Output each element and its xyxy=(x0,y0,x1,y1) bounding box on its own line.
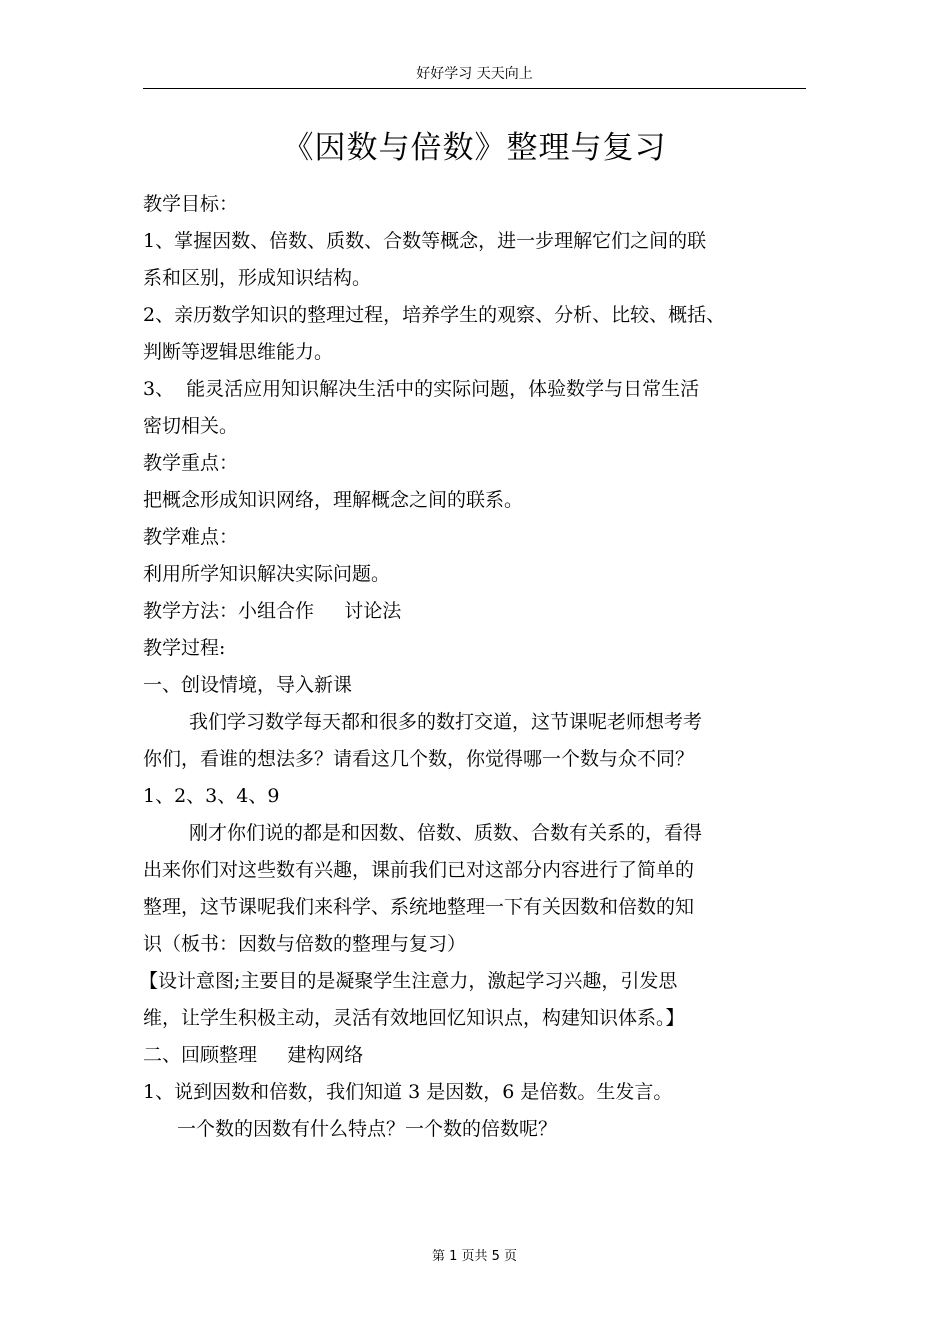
objective-2-line-1: 2、亲历数学知识的整理过程，培养学生的观察、分析、比较、概括、 xyxy=(143,304,726,326)
objective-3-line-1: 3、 能灵活应用知识解决生活中的实际问题，体验数学与日常生活 xyxy=(143,378,700,400)
objective-1-line-2: 系和区别，形成知识结构。 xyxy=(143,267,372,289)
discussion-paragraph-line-3: 整理，这节课呢我们来科学、系统地整理一下有关因数和倍数的知 xyxy=(143,896,695,918)
discussion-paragraph-line-2: 出来你们对这些数有兴趣，课前我们已对这部分内容进行了简单的 xyxy=(143,859,695,881)
discussion-paragraph-line-4: 识（板书：因数与倍数的整理与复习） xyxy=(143,933,467,955)
review-item-1: 1、说到因数和倍数，我们知道 3 是因数，6 是倍数。生发言。 xyxy=(143,1081,673,1103)
intro-paragraph-line-1: 我们学习数学每天都和很多的数打交道，这节课呢老师想考考 xyxy=(189,711,703,733)
section-heading-objectives: 教学目标： xyxy=(143,193,239,215)
section-heading-process: 教学过程: xyxy=(143,637,226,659)
teaching-methods: 教学方法：小组合作 讨论法 xyxy=(143,600,402,622)
difficulties-text: 利用所学知识解决实际问题。 xyxy=(143,563,391,585)
part-1-heading: 一、创设情境，导入新课 xyxy=(143,674,353,696)
section-heading-difficulties: 教学难点： xyxy=(143,526,239,548)
number-list: 1、2、3、4、9 xyxy=(143,785,280,807)
document-title: 《因数与倍数》整理与复习 xyxy=(282,130,667,166)
page-number: 第 1 页共 5 页 xyxy=(431,1249,518,1264)
intro-paragraph-line-2: 你们，看谁的想法多？请看这几个数，你觉得哪一个数与众不同？ xyxy=(143,748,695,770)
review-question: 一个数的因数有什么特点？一个数的倍数呢？ xyxy=(177,1118,558,1140)
page-header: 好好学习 天天向上 xyxy=(416,66,533,82)
part-2-heading: 二、回顾整理 建构网络 xyxy=(143,1044,364,1066)
document-body xyxy=(139,186,823,1148)
section-heading-key-points: 教学重点： xyxy=(143,452,239,474)
objective-1-line-1: 1、掌握因数、倍数、质数、合数等概念，进一步理解它们之间的联 xyxy=(143,230,707,252)
design-intent-line-2: 维，让学生积极主动，灵活有效地回忆知识点，构建知识体系。】 xyxy=(143,1007,685,1029)
objective-2-line-2: 判断等逻辑思维能力。 xyxy=(143,341,334,363)
key-points-text: 把概念形成知识网络，理解概念之间的联系。 xyxy=(143,489,524,511)
discussion-paragraph-line-1: 刚才你们说的都是和因数、倍数、质数、合数有关系的，看得 xyxy=(189,822,703,844)
header-divider xyxy=(143,88,806,89)
objective-3-line-2: 密切相关。 xyxy=(143,415,239,437)
design-intent-line-1: 【设计意图;主要目的是凝聚学生注意力，激起学习兴趣，引发思 xyxy=(139,970,678,992)
